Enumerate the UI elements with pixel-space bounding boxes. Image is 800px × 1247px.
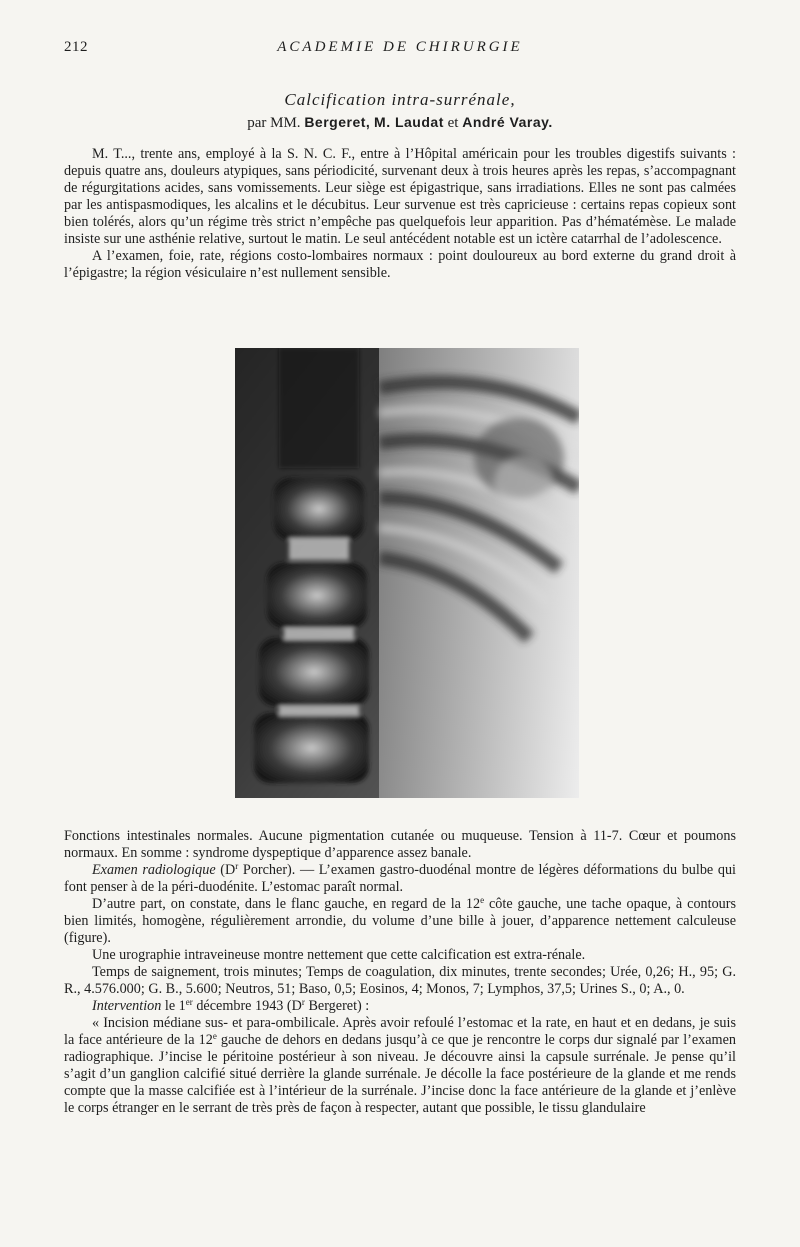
operation-sup: e [212,1031,217,1041]
page-number: 212 [64,39,88,55]
paragraph-operation [64,1015,736,1117]
paragraph-opacity [64,896,736,947]
author-bergeret: Bergeret, [304,114,371,130]
radiology-label: Examen radiologique [92,862,216,878]
paragraph-functions: Fonctions intestinales normales. Aucune pigmentation cutanée ou muqueuse. Tension à 11-7. Cœur et poumons normaux. En somme : syndrome dyspeptique d’apparence assez banale. [64,828,736,861]
intervention-label: Intervention [92,998,162,1014]
opacity-text-b: côte gauche, une tache opaque, à contours bien limités, homogène, régulièrement arrondie, du volume d’une bille à jouer, d’apparence nettement calculeuse (figure). [64,896,737,946]
intervention-text-c: Bergeret) : [304,998,370,1014]
radiology-text: Porcher). — L’examen gastro-duodénal montre de légères déformations du bulbe qui font penser à de la péri-duodénite. L’estomac paraît normal. [64,862,736,895]
intervention-sup2: r [301,997,305,1007]
radiograph-image [229,348,579,798]
opacity-sup: e [480,895,485,905]
body-text-top [64,146,736,282]
operation-text-b: gauche de dehors en dedans jusqu’à ce que je rencontre le corps dur signalé par l’examen radiographique. J’incise le péritoine postérieur à son niveau. Je découvre ainsi la capsule surrénale. Je pense qu’il s’agit d’un ganglion calcifié situé derrière la glande surrénale. Je décolle la face postérieure de la glande et me rends compte que la masse calcifiée est à l’intérieur de la surrénale. J’incise donc la face antérieure de la glande et j’enlève le corps étranger en le serrant de très près de façon à respecter, autant que possible, le tissu glandulaire [64,1032,736,1116]
intervention-text-b: décembre 1943 (D [192,998,302,1014]
authors-prefix: par MM. [247,115,301,131]
body-text-bottom [64,828,736,1117]
doctor-sup: r [235,861,239,871]
radiograph-figure [229,348,579,798]
paragraph-history: M. T..., trente ans, employé à la S. N. C. F., entre à l’Hôpital américain pour les troubles digestifs suivants : depuis quatre ans, douleurs atypiques, sans périodicité, survenant deux à trois heures après les repas, s’accompagnant de régurgitations acides, sans vomissements. Leur siège est épigastrique, sans irradiations. Elles ne sont pas calmées par les antispasmodiques, les alcalins et le décubitus. Leur survenue est très capricieuse : certains repas copieux sont bien tolérés, alors qu’un régime très strict n’empêche pas quelquefois leur apparition. Pas d’hématémèse. Le malade insiste sur une asthénie relative, surtout le matin. Le seul antécédent notable est un ictère catarrhal de l’adolescence. [64,146,736,247]
page-header [64,36,736,60]
intervention-text-a: le 1 [161,998,186,1014]
paragraph-labs: Temps de saignement, trois minutes; Temps de coagulation, dix minutes, trente secondes; Urée, 0,26; H., 95; G. R., 4.576.000; G. B., 5.600; Neutros, 51; Baso, 0,5; Eosinos, 4; Monos, 7; Lymphos, 37,5; Urines S., 0; A., 0. [64,964,736,997]
paragraph-radiology [64,862,736,896]
running-title: ACADEMIE DE CHIRURGIE [277,39,523,55]
doctor-prefix: (D [220,862,236,878]
author-varay: André Varay. [462,114,553,130]
operation-text-a: « Incision médiane sus- et para-ombilicale. Après avoir refoulé l’estomac et la rate, en haut et en dedans, je suis la face antérieure de la 12 [64,1015,736,1048]
author-laudat: M. Laudat [374,114,444,130]
article-title: Calcification intra-surrénale, [284,90,516,109]
paragraph-urography: Une urographie intraveineuse montre nettement que cette calcification est extra-rénale. [92,947,586,963]
authors-and: et [447,115,459,131]
article-authors [0,114,800,132]
paragraph-intervention [64,998,736,1015]
opacity-text-a: D’autre part, on constate, dans le flanc gauche, en regard de la 12 [92,896,481,912]
intervention-sup1: er [185,997,193,1007]
paragraph-exam: A l’examen, foie, rate, régions costo-lombaires normaux : point douloureux au bord externe du grand droit à l’épigastre; la région vésiculaire n’est nullement sensible. [64,248,736,281]
